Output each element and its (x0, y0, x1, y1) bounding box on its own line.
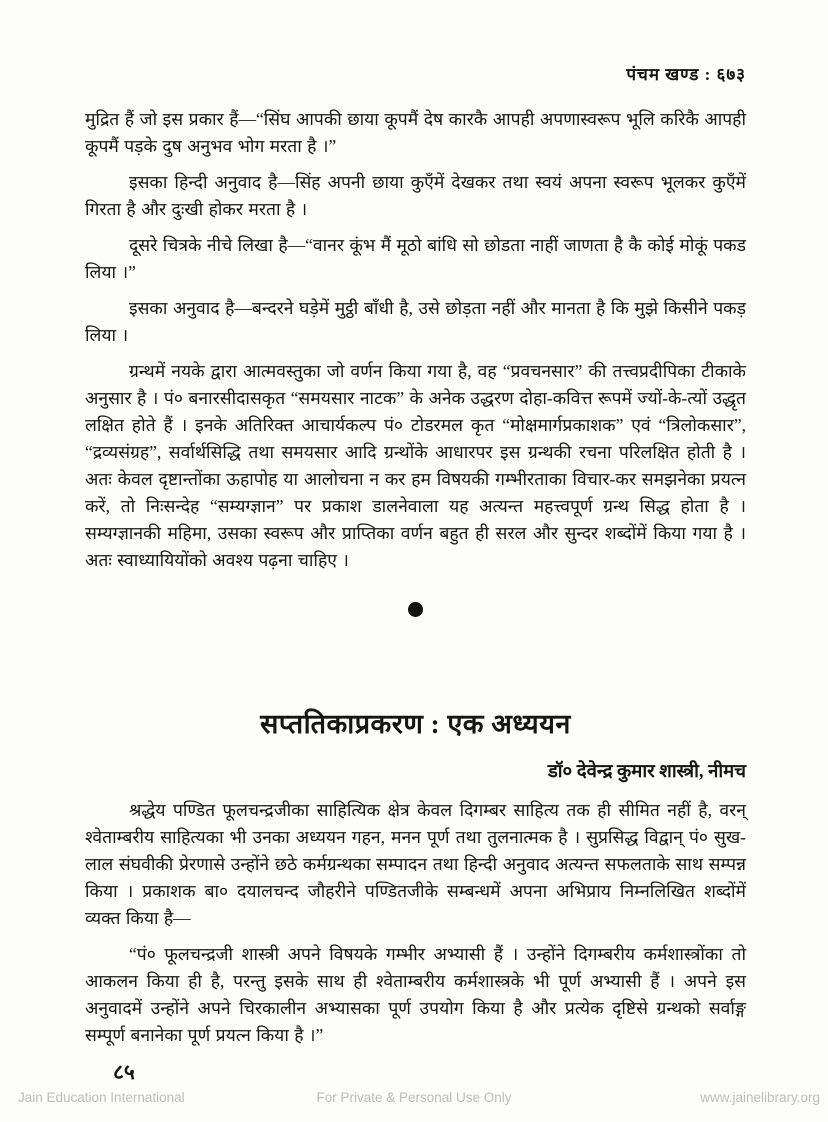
page-footer (8, 1090, 820, 1108)
footer-website-label: www.jainelibrary.org (700, 1090, 820, 1105)
section-body (85, 797, 746, 1049)
section-title: सप्ततिकाप्रकरण : एक अध्ययन (260, 709, 571, 739)
paragraph: श्रद्धेय पण्डित फूलचन्द्रजीका साहित्यिक क्षेत्र केवल दिगम्बर साहित्य तक ही सीमित नहीं है, वरन् श्वेताम्बरीय साहित्यका भी उनका अध्ययन गहन, मनन पूर्ण तथा तुलनात्मक है । सुप्रसिद्ध विद्वान् पं० सुख-लाल संघवीकी प्रेरणासे उन्होंने छठे कर्मग्रन्थका सम्पादन तथा हिन्दी अनुवाद अत्यन्त सफलताके साथ सम्पन्न किया । प्रकाशक बा० दयालचन्द जौहरीने पण्डितजीके सम्बन्धमें अपना अभिप्राय निम्नलिखित शब्दोंमें व्यक्त किया है— (85, 800, 746, 928)
author-byline: डॉ० देवेन्द्र कुमार शास्त्री, नीमच (547, 762, 746, 782)
page-number: ८५ (113, 1060, 135, 1084)
paragraph: दूसरे चित्रके नीचे लिखा है—“वानर कूंभ मैं मूठो बांधि सो छोडता नाहीं जाणता है कै कोई मोकूं पकड लिया ।” (85, 235, 746, 282)
footer-usage-label: For Private & Personal Use Only (316, 1090, 512, 1105)
filled-dot-icon (408, 602, 423, 617)
footer-publisher-label: Jain Education International (18, 1090, 185, 1105)
section-separator (85, 602, 746, 618)
volume-page-label: पंचम खण्ड : ६७३ (626, 65, 746, 84)
paragraph: ग्रन्थमें नयके द्वारा आत्मवस्तुका जो वर्णन किया गया है, वह “प्रवचनसार” की तत्त्वप्रदीपिका टीकाके अनुसार है । पं० बनारसीदासकृत “समयसार नाटक” के अनेक उद्धरण दोहा-कवित्त रूपमें ज्यों-के-त्यों उद्धृत लक्षित होते हैं । इनके अतिरिक्त आचार्यकल्प पं० टोडरमल कृत “मोक्षमार्गप्रकाशक” एवं “त्रिलोकसार”, “द्रव्यसंग्रह”, सर्वार्थसिद्धि तथा समयसार आदि ग्रन्थोंके आधारपर इस ग्रन्थकी रचना परिलक्षित होती है । अतः केवल दृष्टान्तोंका ऊहापोह या आलोचना न कर हम विषयकी गम्भीरताका विचार-कर समझनेका प्रयत्न करें, तो निःसन्देह “सम्यग्ज्ञान” पर प्रकाश डालनेवाला यह अत्यन्त महत्त्वपूर्ण ग्रन्थ सिद्ध होता है । सम्यग्ज्ञानकी महिमा, उसका स्वरूप और प्राप्तिका वर्णन बहुत ही सरल और सुन्दर शब्दोंमें किया गया है । अतः स्वाध्यायियोंको अवश्य पढ़ना चाहिए । (85, 361, 746, 570)
page-content (85, 0, 746, 1086)
paragraph: इसका हिन्दी अनुवाद है—सिंह अपनी छाया कुएँमें देखकर तथा स्वयं अपना स्वरूप भूलकर कुएँमें गिरता है और दुःखी होकर मरता है । (85, 172, 746, 219)
paragraph: मुद्रित हैं जो इस प्रकार हैं—“सिंघ आपकी छाया कूपमैं देष कारकै आपही अपणास्वरूप भूलि करिकै आपही कूपमैं पड़के दुष अनुभव भोग मरता है ।” (85, 109, 746, 156)
paragraph: “पं० फूलचन्द्रजी शास्त्री अपने विषयके गम्भीर अभ्यासी हैं । उन्होंने दिगम्बरीय कर्मशास्त्रोंका तो आकलन किया ही है, परन्तु इसके साथ ही श्वेताम्बरीय कर्मशास्त्रके भी पूर्ण अभ्यासी हैं । अपने इस अनुवादमें उन्होंने अपने चिरकालीन अभ्यासका पूर्ण उपयोग किया है और प्रत्येक दृष्टिसे ग्रन्थको सर्वाङ्ग सम्पूर्ण बनानेका पूर्ण प्रयत्न किया है ।” (85, 944, 746, 1045)
page-header (85, 0, 746, 85)
top-section (85, 106, 746, 574)
paragraph: इसका अनुवाद है—बन्दरने घड़ेमें मुट्ठी बाँधी है, उसे छोड़ता नहीं और मानता है कि मुझे किसीने पकड़ लिया । (85, 298, 746, 345)
